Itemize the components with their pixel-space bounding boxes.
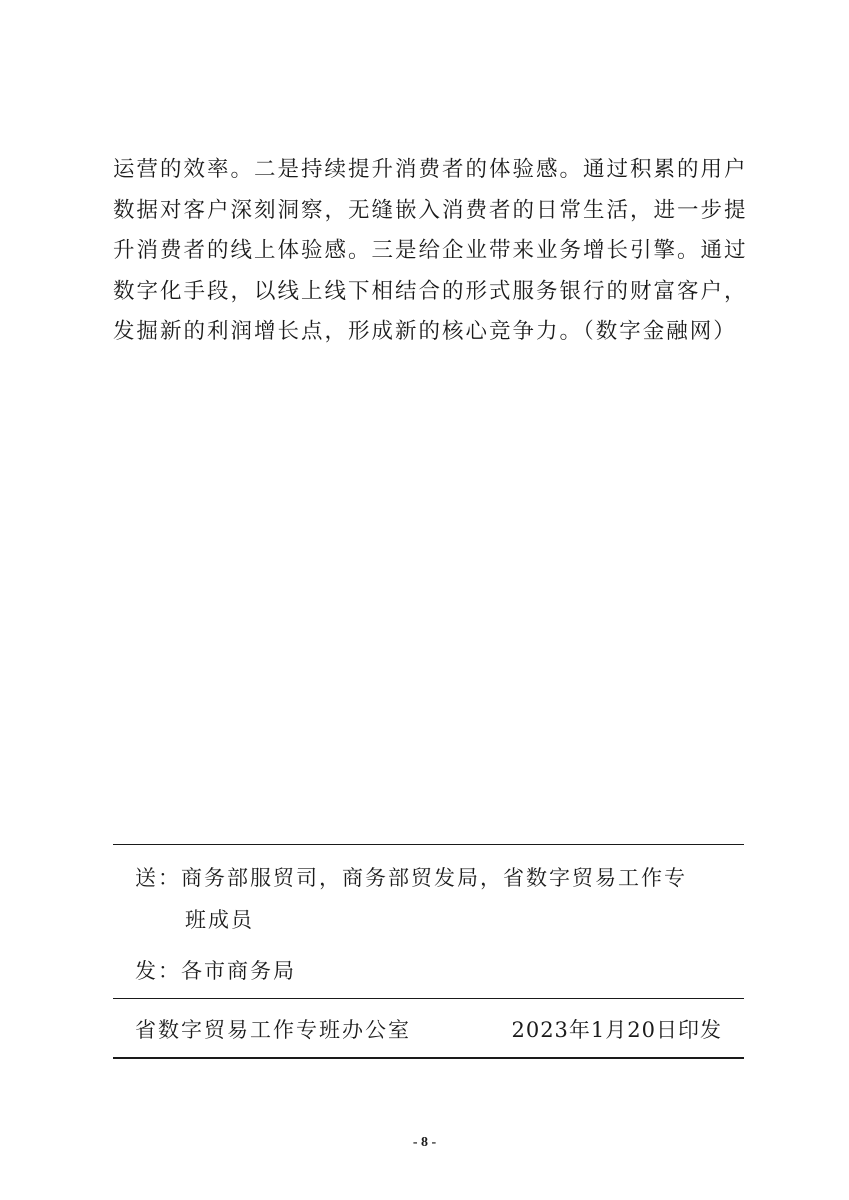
distribution-to bbox=[135, 857, 735, 941]
paragraph-line: 数字化手段，以线上线下相结合的形式服务银行的财富客户， bbox=[113, 278, 748, 304]
paragraph-line: 发掘新的利润增长点，形成新的核心竞争力。（数字金融网） bbox=[113, 319, 737, 344]
to-label: 送： bbox=[135, 866, 181, 890]
to-recipients-line1: 商务部服贸司，商务部贸发局，省数字贸易工作专 bbox=[181, 866, 687, 890]
body-paragraph bbox=[113, 150, 753, 353]
paragraph-line: 升消费者的线上体验感。三是给企业带来业务增长引擎。通过 bbox=[113, 238, 748, 263]
distribution-from bbox=[135, 953, 735, 989]
to-recipients-line2: 班成员 bbox=[185, 908, 254, 932]
from-label: 发： bbox=[135, 959, 181, 983]
issuer-office: 省数字贸易工作专班办公室 bbox=[135, 1018, 411, 1042]
paragraph-line: 数据对客户深刻洞察，无缝嵌入消费者的日常生活，进一步提 bbox=[113, 197, 748, 223]
issue-date: 2023年1月20日印发 bbox=[511, 1018, 722, 1042]
from-recipients: 各市商务局 bbox=[181, 959, 296, 983]
top-divider bbox=[113, 844, 744, 845]
middle-divider bbox=[113, 998, 744, 999]
paragraph-line: 运营的效率。二是持续提升消费者的体验感。通过积累的用户 bbox=[113, 157, 748, 182]
bottom-divider bbox=[113, 1057, 744, 1059]
page-number: - 8 - bbox=[412, 1135, 437, 1150]
